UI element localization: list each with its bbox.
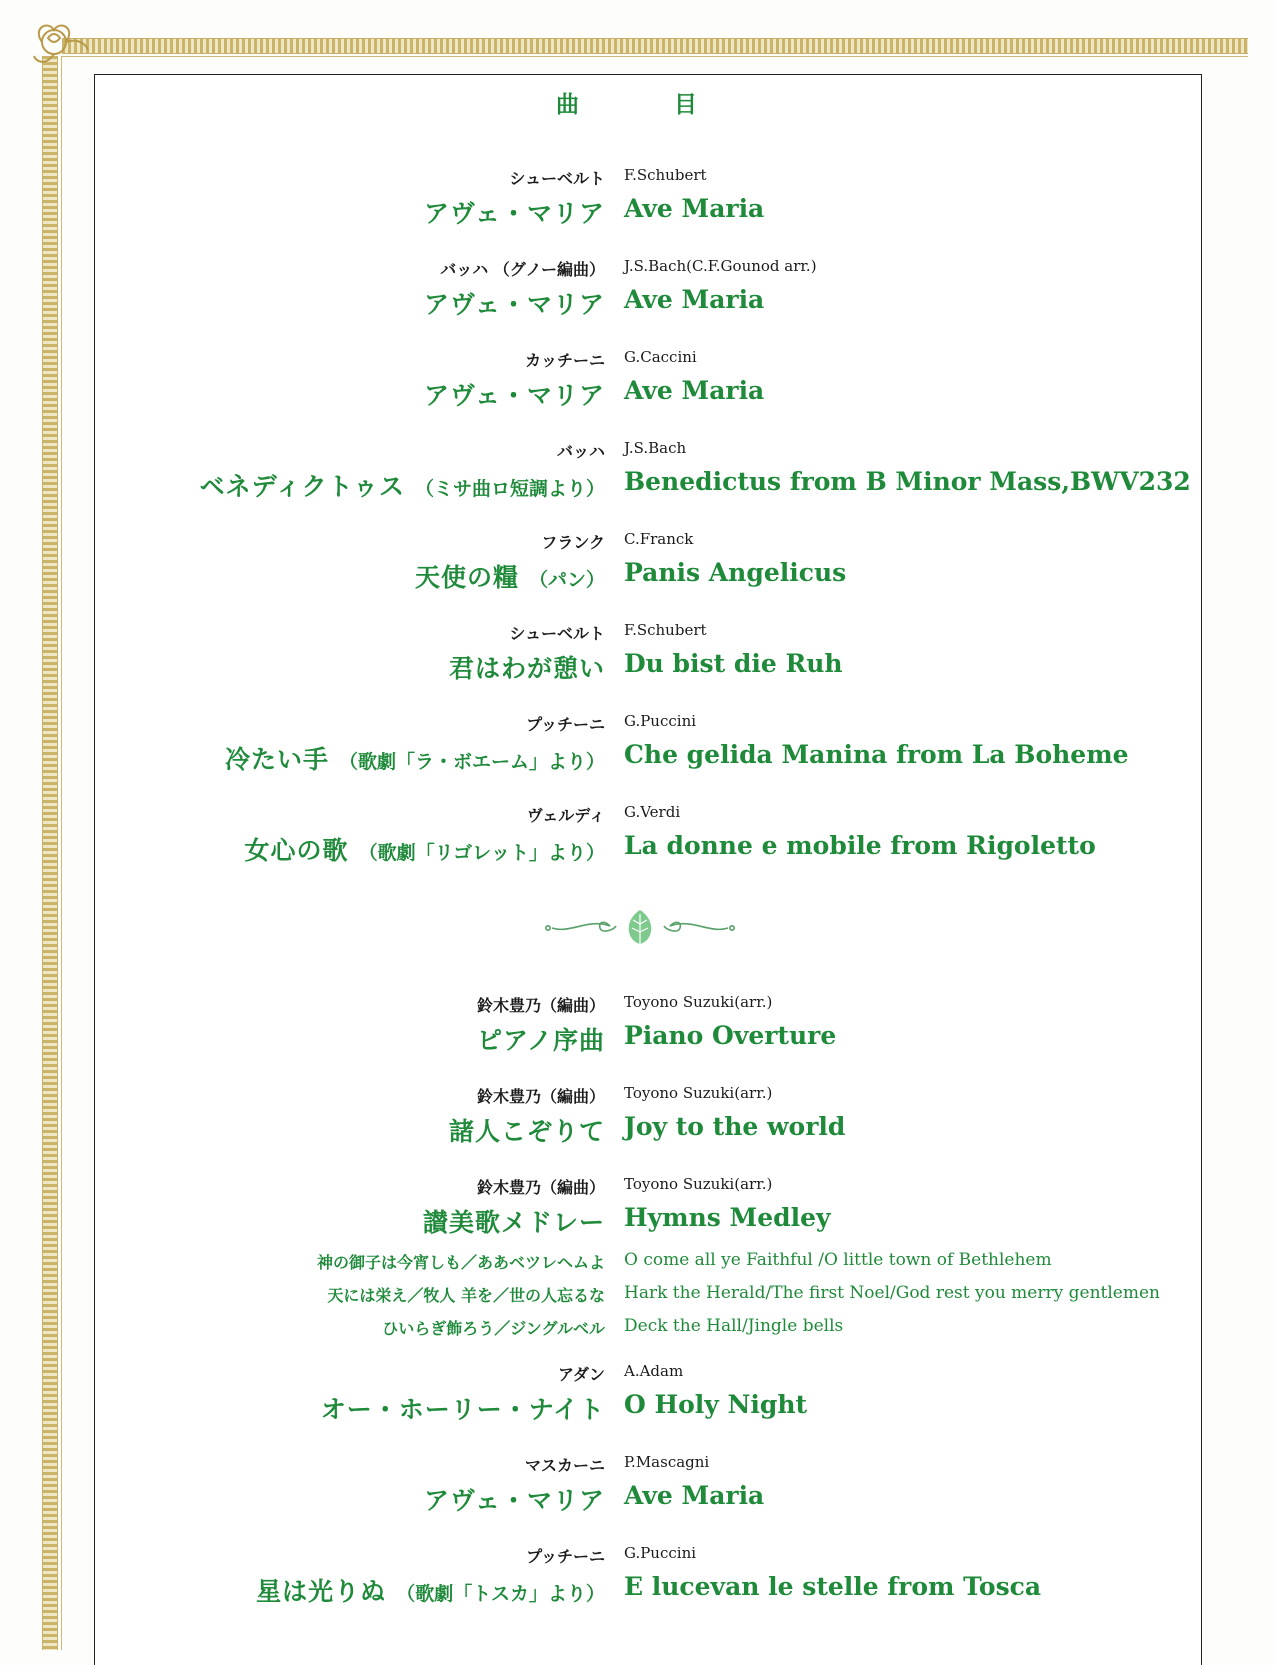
composer-jp: 鈴木豊乃（編曲）	[476, 1178, 605, 1197]
title-jp: 星は光りぬ	[256, 1577, 387, 1606]
gold-corner-ornament-icon	[28, 18, 90, 74]
composer-jp: プッチーニ	[526, 1547, 605, 1566]
composer-jp: アダン	[557, 1365, 605, 1384]
composer-en: G.Puccini	[624, 712, 697, 730]
composer-en: F.Schubert	[624, 166, 707, 184]
composer-jp: バッハ （グノー編曲）	[440, 260, 605, 279]
title-part-2: 目	[674, 92, 697, 118]
gold-border-top	[62, 38, 1248, 54]
medley-jp: ひいらぎ飾ろう／ジングルベル	[382, 1319, 605, 1338]
composer-en: Toyono Suzuki(arr.)	[624, 993, 773, 1011]
title-en: E lucevan le stelle from Tosca	[624, 1572, 1042, 1601]
title-en: Piano Overture	[624, 1021, 837, 1050]
title-en: O Holy Night	[624, 1390, 808, 1419]
composer-jp: ヴェルディ	[526, 806, 605, 825]
composer-jp: フランク	[541, 533, 605, 552]
composer-jp: 鈴木豊乃（編曲）	[476, 996, 605, 1015]
title-en: Ave Maria	[624, 285, 765, 314]
title-jp: ベネディクトゥス	[199, 472, 405, 501]
composer-jp: プッチーニ	[526, 715, 605, 734]
title-en: Hymns Medley	[624, 1203, 831, 1232]
composer-en: G.Caccini	[624, 348, 697, 366]
title-jp: アヴェ・マリア	[423, 199, 605, 228]
title-en: Che gelida Manina from La Boheme	[624, 740, 1129, 769]
composer-en: Toyono Suzuki(arr.)	[624, 1175, 773, 1193]
title-jp-sub: （歌劇「リゴレット」より）	[358, 842, 605, 864]
title-en: Joy to the world	[624, 1112, 846, 1141]
medley-en: O come all ye Faithful /O little town of Bethlehem	[624, 1250, 1052, 1270]
composer-jp: マスカーニ	[524, 1456, 605, 1475]
title-jp: 冷たい手	[224, 745, 329, 774]
title-en: La donne e mobile from Rigoletto	[624, 831, 1096, 860]
medley-en: Hark the Herald/The first Noel/God rest you merry gentlemen	[624, 1283, 1160, 1303]
composer-en: J.S.Bach(C.F.Gounod arr.)	[624, 257, 817, 275]
composer-en: A.Adam	[624, 1362, 684, 1380]
medley-jp: 天には栄え／牧人 羊を／世の人忘るな	[327, 1286, 605, 1305]
composer-en: G.Verdi	[624, 803, 681, 821]
composer-en: J.S.Bach	[624, 439, 687, 457]
title-en: Panis Angelicus	[624, 558, 847, 587]
title-jp: 女心の歌	[244, 836, 349, 865]
composer-en: C.Franck	[624, 530, 694, 548]
program-title	[0, 86, 1275, 120]
title-jp: 天使の糧	[414, 563, 519, 592]
composer-jp: カッチーニ	[525, 351, 605, 370]
title-jp: アヴェ・マリア	[423, 381, 605, 410]
title-jp-sub: （ミサ曲ロ短調より）	[414, 478, 605, 500]
composer-en: Toyono Suzuki(arr.)	[624, 1084, 773, 1102]
composer-en: F.Schubert	[624, 621, 707, 639]
title-en: Benedictus from B Minor Mass,BWV232	[624, 467, 1191, 496]
title-jp: 諸人こぞりて	[448, 1117, 605, 1146]
composer-jp: シューベルト	[509, 624, 605, 643]
title-en: Du bist die Ruh	[624, 649, 843, 678]
gold-border-left	[42, 56, 58, 1650]
medley-en: Deck the Hall/Jingle bells	[624, 1316, 844, 1336]
title-jp-sub: （歌劇「トスカ」より）	[396, 1583, 605, 1605]
title-jp-sub: （パン）	[528, 569, 605, 591]
composer-jp: バッハ	[556, 442, 605, 461]
composer-jp: 鈴木豊乃（編曲）	[476, 1087, 605, 1106]
leaf-flourish-icon	[540, 904, 740, 948]
medley-jp: 神の御子は今宵しも／ああベツレヘムよ	[316, 1253, 605, 1272]
title-jp: 讃美歌メドレー	[422, 1208, 605, 1237]
title-jp-sub: （歌劇「ラ・ボエーム」より）	[338, 751, 605, 773]
title-en: Ave Maria	[624, 194, 765, 223]
title-jp: アヴェ・マリア	[423, 290, 605, 319]
title-en: Ave Maria	[624, 376, 765, 405]
composer-jp: シューベルト	[509, 169, 605, 188]
title-jp: ピアノ序曲	[476, 1026, 605, 1055]
title-jp: 君はわが憩い	[448, 654, 605, 683]
title-part-1: 曲	[556, 92, 579, 118]
title-jp: アヴェ・マリア	[423, 1486, 605, 1515]
title-jp: オー・ホーリー・ナイト	[320, 1395, 605, 1424]
composer-en: P.Mascagni	[624, 1453, 710, 1471]
composer-en: G.Puccini	[624, 1544, 697, 1562]
title-en: Ave Maria	[624, 1481, 765, 1510]
